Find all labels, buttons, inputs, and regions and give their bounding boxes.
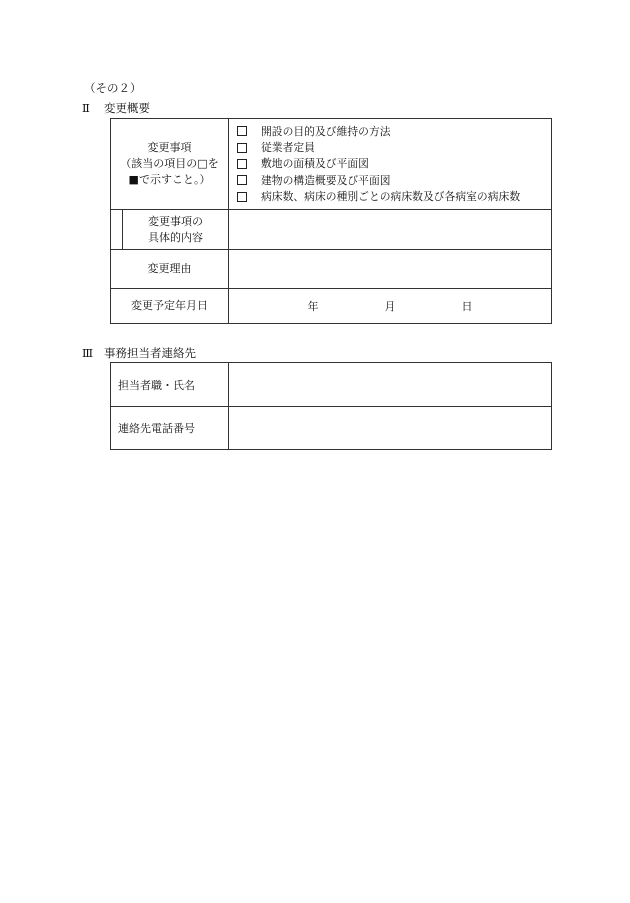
contact-table xyxy=(110,362,552,450)
option-label: 開設の目的及び維持の方法 xyxy=(261,124,391,138)
option-beds[interactable] xyxy=(237,189,551,205)
checkbox[interactable] xyxy=(237,192,247,202)
day-unit: 日 xyxy=(461,300,473,313)
checkbox[interactable] xyxy=(237,175,247,185)
month-unit: 月 xyxy=(384,300,396,313)
option-label: 病床数、病床の種別ごとの病床数及び各病室の病床数 xyxy=(261,190,521,204)
change-items-label-line: 変更事項 xyxy=(147,141,192,154)
date-input[interactable] xyxy=(229,289,552,324)
year-unit: 年 xyxy=(307,300,319,313)
detail-label xyxy=(123,210,229,250)
change-items-options xyxy=(229,119,552,210)
option-purpose[interactable] xyxy=(237,123,551,139)
checkbox[interactable] xyxy=(237,143,247,153)
section-3-title-text: 事務担当者連絡先 xyxy=(104,346,196,360)
detail-row xyxy=(111,210,552,250)
section-2-title xyxy=(82,100,150,116)
checkbox[interactable] xyxy=(237,126,247,136)
detail-label-line: 具体的内容 xyxy=(148,230,203,244)
phone-input[interactable] xyxy=(229,407,552,450)
checkbox[interactable] xyxy=(237,159,247,169)
option-staff[interactable] xyxy=(237,139,551,155)
section-2-title-text: 変更概要 xyxy=(104,101,150,115)
change-summary-table xyxy=(110,118,552,324)
option-label: 従業者定員 xyxy=(261,141,315,155)
option-building[interactable] xyxy=(237,172,551,188)
contact-name-row xyxy=(111,363,552,407)
reason-row xyxy=(111,250,552,289)
contact-name-input[interactable] xyxy=(229,363,552,407)
section-2-numeral: Ⅱ xyxy=(82,101,90,115)
phone-label: 連絡先電話番号 xyxy=(111,407,229,450)
reason-input[interactable] xyxy=(229,250,552,289)
page-label: （その２） xyxy=(84,81,142,95)
option-site[interactable] xyxy=(237,156,551,172)
change-items-label xyxy=(111,119,229,210)
change-items-label-line: （該当の項目の□を xyxy=(120,157,219,170)
detail-input[interactable] xyxy=(229,210,552,250)
date-label: 変更予定年月日 xyxy=(111,289,229,324)
phone-row xyxy=(111,407,552,450)
option-label: 敷地の面積及び平面図 xyxy=(261,157,369,171)
section-3-title xyxy=(82,345,196,361)
indent-spacer xyxy=(111,210,123,250)
option-label: 建物の構造概要及び平面図 xyxy=(261,173,391,187)
detail-label-line: 変更事項の xyxy=(148,214,203,228)
change-items-label-line: ■で示すこと。） xyxy=(128,173,211,186)
change-items-row xyxy=(111,119,552,210)
section-3-numeral: Ⅲ xyxy=(82,346,94,360)
contact-name-label: 担当者職・氏名 xyxy=(111,363,229,407)
date-row xyxy=(111,289,552,324)
reason-label: 変更理由 xyxy=(111,250,229,289)
